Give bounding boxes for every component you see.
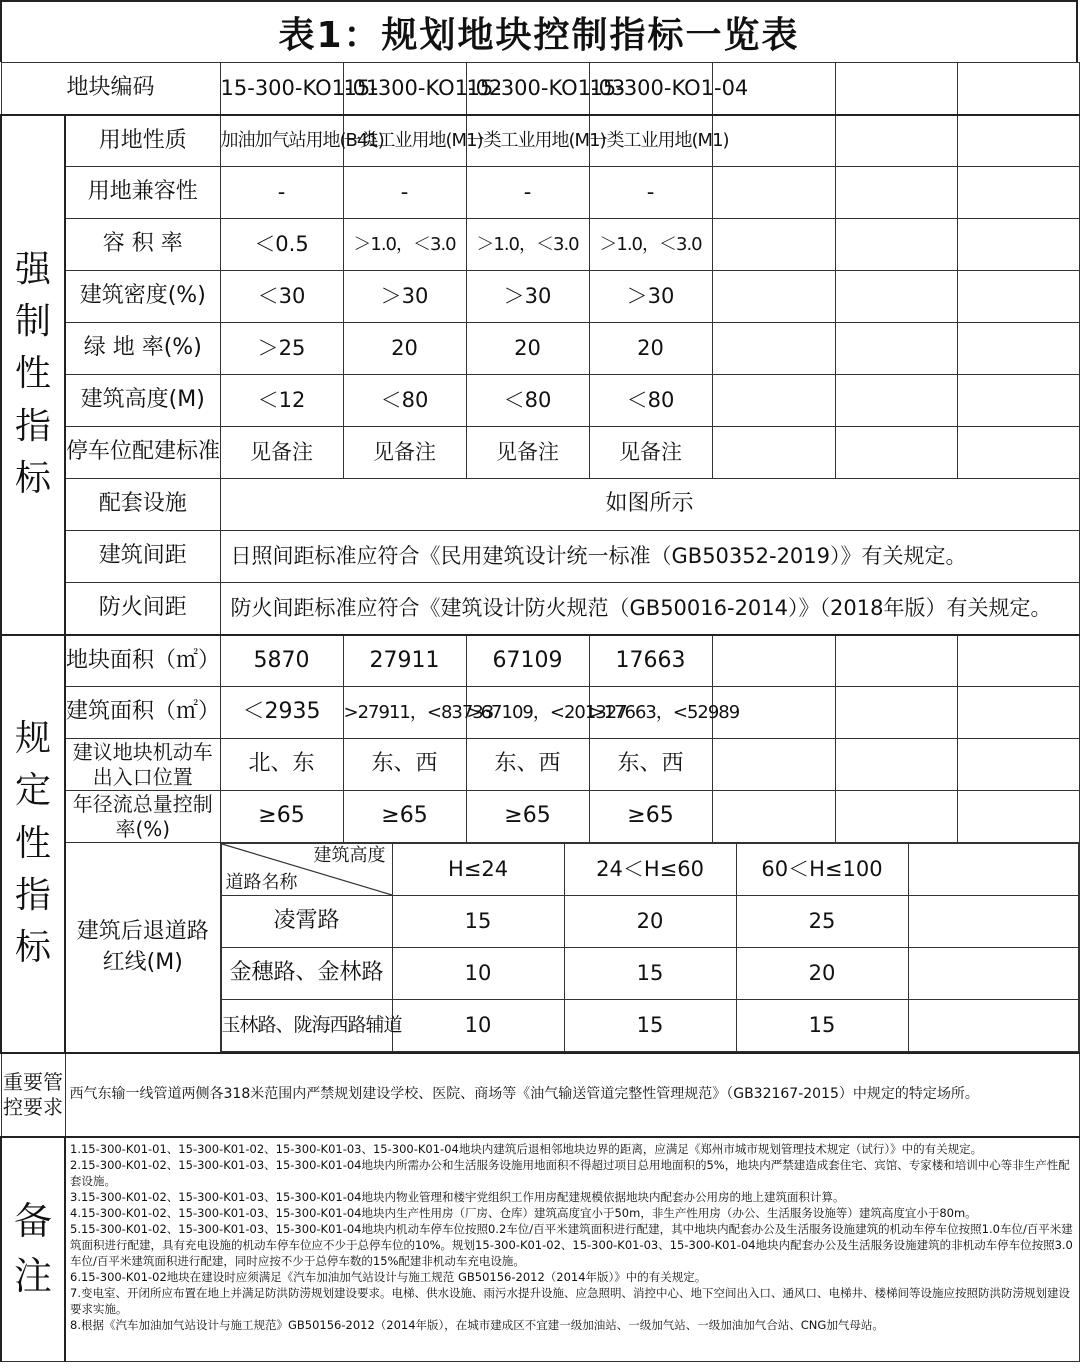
empty-cell <box>835 167 957 219</box>
table-row <box>1 219 1079 271</box>
cell: ＜0.5 <box>220 219 343 271</box>
cell: 20 <box>466 323 589 375</box>
road-name: 凌霄路 <box>221 896 392 948</box>
diag-top-label: 建筑高度 <box>313 845 386 866</box>
table-row <box>1 635 1079 687</box>
cell: ＜80 <box>589 375 712 427</box>
control-label: 重要管控要求 <box>1 1053 65 1137</box>
cell: 见备注 <box>220 427 343 479</box>
cell: - <box>343 167 466 219</box>
table-row <box>1 687 1079 739</box>
cell: 见备注 <box>466 427 589 479</box>
plot-code: 15-300-KO1-03 <box>466 63 589 115</box>
note-item: 3.15-300-K01-02、15-300-K01-03、15-300-K01-04地块内物业管理和楼宇党组织工作用房配建规模依据地块内配套办公用房的地上建筑面积计算。 <box>70 1190 845 1204</box>
empty-cell <box>835 115 957 167</box>
cell: 17663 <box>589 635 712 687</box>
setback-header-row <box>221 844 1078 896</box>
empty-cell <box>712 739 835 791</box>
section-regulatory: 规 定 性 指 标 <box>1 635 65 1054</box>
row-label: 年径流总量控制率(%) <box>65 791 220 843</box>
empty-cell <box>712 219 835 271</box>
cell: ＜2935 <box>220 687 343 739</box>
table-row <box>1 427 1079 479</box>
cell: 20 <box>589 323 712 375</box>
table-row <box>1 375 1079 427</box>
table-row <box>1 479 1079 531</box>
facilities-value: 如图所示 <box>220 479 1079 531</box>
cell: >67109，<201327 <box>466 687 589 739</box>
setback-diagonal-header <box>221 844 392 896</box>
empty-cell <box>712 791 835 843</box>
empty-cell <box>712 323 835 375</box>
empty-cell <box>835 687 957 739</box>
cell: ＞30 <box>343 271 466 323</box>
control-value: 西气东输一线管道两侧各318米范围内严禁规划建设学校、医院、商场等《油气输送管道完整性管理规范》（GB32167-2015）中规定的特定场所。 <box>65 1053 1079 1137</box>
cell: 15 <box>564 1000 736 1052</box>
header-row <box>1 63 1079 115</box>
empty-cell <box>835 323 957 375</box>
setback-row <box>1 843 1079 1054</box>
row-label: 绿 地 率(%) <box>65 323 220 375</box>
control-index-table <box>0 62 1080 1362</box>
page-title: 表1：规划地块控制指标一览表 <box>0 0 1078 62</box>
cell: 20 <box>736 948 908 1000</box>
cell: - <box>220 167 343 219</box>
empty-cell <box>835 375 957 427</box>
cell: 东、西 <box>589 739 712 791</box>
row-label: 用地兼容性 <box>65 167 220 219</box>
cell: 20 <box>343 323 466 375</box>
table-row <box>1 583 1079 635</box>
cell: 东、西 <box>466 739 589 791</box>
cell: - <box>466 167 589 219</box>
cell: 67109 <box>466 635 589 687</box>
empty-cell <box>957 219 1079 271</box>
control-row <box>1 1053 1079 1137</box>
empty-cell <box>712 375 835 427</box>
cell: 一类工业用地(M1) <box>343 115 466 167</box>
empty-cell <box>835 635 957 687</box>
empty-cell <box>957 687 1079 739</box>
table-row <box>1 167 1079 219</box>
row-label: 容 积 率 <box>65 219 220 271</box>
empty-cell <box>835 219 957 271</box>
empty-cell <box>957 739 1079 791</box>
cell: 北、东 <box>220 739 343 791</box>
table-row <box>1 791 1079 843</box>
cell: ＞1.0，＜3.0 <box>343 219 466 271</box>
header-label: 地块编码 <box>1 63 220 115</box>
empty-cell <box>712 271 835 323</box>
empty-cell <box>957 791 1079 843</box>
height-col: 24＜H≤60 <box>564 844 736 896</box>
cell: 一类工业用地(M1) <box>589 115 712 167</box>
cell: ＜80 <box>466 375 589 427</box>
cell: ≥65 <box>466 791 589 843</box>
empty-cell <box>908 1000 1078 1052</box>
empty-cell <box>957 323 1079 375</box>
table-row <box>1 323 1079 375</box>
cell: ＞1.0，＜3.0 <box>466 219 589 271</box>
cell: 15 <box>564 948 736 1000</box>
notes-label: 备注 <box>1 1137 65 1361</box>
empty-cell <box>835 63 957 115</box>
cell: 见备注 <box>343 427 466 479</box>
cell: 5870 <box>220 635 343 687</box>
cell: 15 <box>392 896 564 948</box>
empty-cell <box>712 167 835 219</box>
plot-code: 15-300-KO1-02 <box>343 63 466 115</box>
cell: ＞25 <box>220 323 343 375</box>
cell: ≥65 <box>589 791 712 843</box>
road-name: 金穗路、金林路 <box>221 948 392 1000</box>
cell: 10 <box>392 948 564 1000</box>
cell: 15 <box>736 1000 908 1052</box>
road-name: 玉林路、陇海西路辅道 <box>221 1000 392 1052</box>
cell: 一类工业用地(M1) <box>466 115 589 167</box>
empty-cell <box>835 739 957 791</box>
empty-cell <box>957 427 1079 479</box>
table-row <box>1 115 1079 167</box>
empty-cell <box>712 427 835 479</box>
empty-cell <box>957 635 1079 687</box>
cell: 加油加气站用地(B41) <box>220 115 343 167</box>
row-label: 配套设施 <box>65 479 220 531</box>
empty-cell <box>957 115 1079 167</box>
cell: ＜12 <box>220 375 343 427</box>
cell: 见备注 <box>589 427 712 479</box>
row-label: 建议地块机动车出入口位置 <box>65 739 220 791</box>
note-item: 7.变电室、开闭所应布置在地上并满足防洪防涝规划建设要求。电梯、供水设施、雨污水提升设施、应急照明、消控中心、地下空间出入口、通风口、电梯井、楼梯间等设施应按照防洪防涝规划建设要求实施。 <box>70 1286 1070 1316</box>
row-label: 建筑面积（㎡） <box>65 687 220 739</box>
setback-road-row <box>221 948 1078 1000</box>
cell: 东、西 <box>343 739 466 791</box>
row-label: 地块面积（㎡） <box>65 635 220 687</box>
setback-table <box>221 843 1079 1052</box>
table-row <box>1 739 1079 791</box>
plot-code: 15-300-KO1-04 <box>589 63 712 115</box>
note-item: 5.15-300-K01-02、15-300-K01-03、15-300-K01-04地块内机动车停车位按照0.2车位/百平米建筑面积进行配建，其中地块内配套办公及生活服务设施建筑的机动车停车位按照1.0车位/百平米建筑面积进行配建，具有充电设施的机动车停车位应不少于总停车位的10%。规划15-300-K01-02、15-300-K01-03、15-300-K01-04地块内配套办公及生活服务设施建筑的非机动车停车位按照3.0车位/百平米建筑面积进行配建，同时应按不少于总停车数的15%配建非机动车充电设施。 <box>70 1222 1073 1268</box>
setback-road-row <box>221 896 1078 948</box>
height-col: 60＜H≤100 <box>736 844 908 896</box>
cell: 25 <box>736 896 908 948</box>
note-item: 4.15-300-K01-02、15-300-K01-03、15-300-K01-04地块内生产性用房（厂房、仓库）建筑高度宜小于50m，非生产性用房（办公、生活服务设施等）建筑高度宜小于80m。 <box>70 1206 977 1220</box>
row-label: 建筑高度(M) <box>65 375 220 427</box>
section-mandatory: 强 制 性 指 标 <box>1 115 65 635</box>
table-row <box>1 531 1079 583</box>
cell: >27911，<83733 <box>343 687 466 739</box>
table-row <box>1 271 1079 323</box>
cell: 20 <box>564 896 736 948</box>
cell: ≥65 <box>343 791 466 843</box>
setback-label: 建筑后退道路红线(M) <box>65 843 220 1054</box>
plot-code: 15-300-KO1-01 <box>220 63 343 115</box>
note-item: 6.15-300-K01-02地块在建设时应须满足《汽车加油加气站设计与施工规范 GB50156-2012（2014年版）》中的有关规定。 <box>70 1270 707 1284</box>
empty-cell <box>908 896 1078 948</box>
empty-cell <box>835 427 957 479</box>
cell: 10 <box>392 1000 564 1052</box>
empty-cell <box>957 375 1079 427</box>
note-item: 1.15-300-K01-01、15-300-K01-02、15-300-K01-03、15-300-K01-04地块内建筑后退相邻地块边界的距离，应满足《郑州市城市规划管理技术规定（试行）》中的有关规定。 <box>70 1142 983 1156</box>
cell: - <box>589 167 712 219</box>
note-item: 8.根据《汽车加油加气站设计与施工规范》GB50156-2012（2014年版），在城市建成区不宜建一级加油站、一级加气站、一级加油加气合站、CNG加气母站。 <box>70 1318 884 1332</box>
row-label: 防火间距 <box>65 583 220 635</box>
cell: ＞30 <box>466 271 589 323</box>
fire-value: 防火间距标准应符合《建筑设计防火规范（GB50016-2014）》（2018年版）有关规定。 <box>220 583 1079 635</box>
cell: ＞1.0，＜3.0 <box>589 219 712 271</box>
spacing-value: 日照间距标准应符合《民用建筑设计统一标准（GB50352-2019）》有关规定。 <box>220 531 1079 583</box>
empty-cell <box>957 271 1079 323</box>
notes-body <box>65 1137 1079 1361</box>
empty-cell <box>908 948 1078 1000</box>
cell: ＞30 <box>589 271 712 323</box>
diag-bottom-label: 道路名称 <box>225 872 298 894</box>
setback-table-cell <box>220 843 1079 1054</box>
empty-cell <box>712 635 835 687</box>
empty-cell <box>835 791 957 843</box>
empty-cell <box>957 167 1079 219</box>
cell: ＜30 <box>220 271 343 323</box>
empty-cell <box>712 115 835 167</box>
note-item: 2.15-300-K01-02、15-300-K01-03、15-300-K01-04地块内所需办公和生活服务设施用地面积不得超过项目总用地面积的5%，地块内严禁建造成套住宅、宾馆、专家楼和培训中心等非生产性配套设施。 <box>70 1158 1070 1188</box>
empty-cell <box>835 271 957 323</box>
empty-cell <box>957 63 1079 115</box>
row-label: 停车位配建标准 <box>65 427 220 479</box>
cell: ＜80 <box>343 375 466 427</box>
notes-row <box>1 1137 1079 1361</box>
row-label: 用地性质 <box>65 115 220 167</box>
cell: 27911 <box>343 635 466 687</box>
setback-road-row <box>221 1000 1078 1052</box>
height-col: H≤24 <box>392 844 564 896</box>
row-label: 建筑密度(%) <box>65 271 220 323</box>
empty-cell <box>908 844 1078 896</box>
cell: >17663，<52989 <box>589 687 712 739</box>
cell: ≥65 <box>220 791 343 843</box>
row-label: 建筑间距 <box>65 531 220 583</box>
